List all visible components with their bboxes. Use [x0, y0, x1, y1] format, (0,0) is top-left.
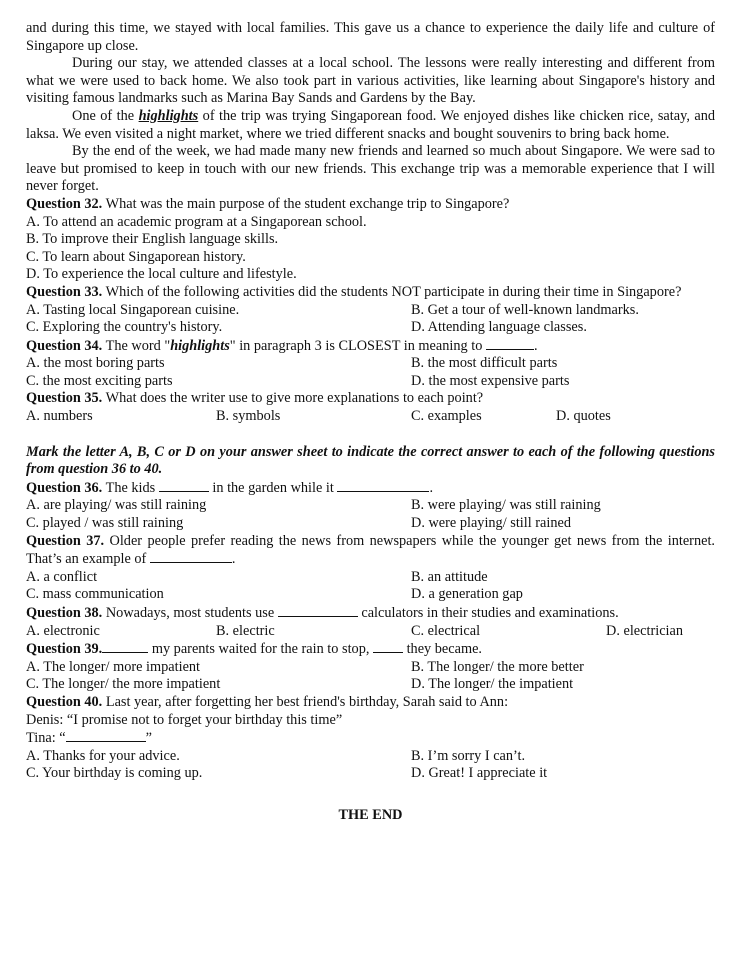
question-text: Which of the following activities did the students NOT participate in during their time in Singapore?: [102, 283, 682, 300]
option-d: D. The longer/ the impatient: [411, 676, 574, 693]
option-c: C. Your birthday is coming up.: [26, 765, 203, 782]
option-d: D. Attending language classes.: [411, 319, 587, 336]
answer-blank-1: [159, 479, 209, 492]
option-b: B. To improve their English language skills.: [26, 231, 279, 248]
question-end: .: [231, 551, 236, 568]
dialogue-line-1: Denis: “I promise not to forget your birthday this time”: [26, 711, 343, 728]
question-32: [26, 196, 715, 214]
question-label: Question 33.: [26, 283, 103, 300]
question-text-1: The kids: [102, 479, 159, 496]
option-c: C. played / was still raining: [26, 515, 184, 532]
question-text: What was the main purpose of the student exchange trip to Singapore?: [102, 195, 510, 212]
question-label: Question 40.: [26, 693, 103, 710]
option-a: A. The longer/ more impatient: [26, 658, 201, 675]
options-grid: [26, 355, 715, 390]
dialogue-speaker: Tina: “: [26, 730, 66, 747]
question-33: [26, 284, 715, 302]
question-end: .: [429, 479, 434, 496]
option-d: D. the most expensive parts: [411, 372, 570, 389]
option-c: C. mass communication: [26, 586, 164, 603]
option-a: A. Thanks for your advice.: [26, 747, 180, 764]
question-text: Last year, after forgetting her best friend's birthday, Sarah said to Ann:: [102, 693, 509, 710]
question-label: Question 35.: [26, 390, 103, 407]
question-text-1: my parents waited for the rain to stop,: [148, 641, 373, 658]
question-label: Question 38.: [26, 605, 103, 621]
option-d: D. were playing/ still rained: [411, 515, 572, 532]
options-grid: [26, 659, 715, 694]
question-text: What does the writer use to give more explanations to each point?: [102, 390, 484, 407]
question-36: [26, 479, 715, 498]
option-c: C. The longer/ the more impatient: [26, 676, 221, 693]
option-a: A. electronic: [26, 622, 100, 639]
option-c: C. Exploring the country's history.: [26, 319, 223, 336]
answer-blank: [486, 337, 534, 350]
option-b: B. symbols: [216, 408, 281, 425]
exam-page: [0, 20, 749, 968]
question-text-2: calculators in their studies and examinations.: [357, 605, 619, 621]
question-text-1: Older people prefer reading the news from newspapers while the younger get news from the internet. That’s an example of: [26, 532, 715, 568]
option-a: A. a conflict: [26, 568, 98, 585]
option-c: C. examples: [411, 408, 482, 425]
question-34: [26, 337, 715, 356]
answer-blank-2: [373, 640, 403, 653]
p3-before: One of the: [72, 107, 139, 124]
answer-blank-2: [337, 479, 429, 492]
option-a: A. the most boring parts: [26, 355, 165, 372]
options-row: [26, 623, 715, 641]
question-text-2: " in paragraph 3 is CLOSEST in meaning to: [229, 337, 486, 354]
question-40: [26, 694, 715, 712]
end-label: THE END: [338, 806, 403, 823]
question-35: [26, 390, 715, 408]
passage-paragraph-2: During our stay, we attended classes at a local school. The lessons were really interesting and different from what we were used to back home. We also took part in various activities, like learning about Singapore's history and visiting famous landmarks such as Marina Bay Sands and Gardens by the Bay.: [26, 55, 715, 107]
option-d: D. a generation gap: [411, 586, 523, 603]
passage-paragraph-3: [26, 108, 715, 143]
question-label: Question 39.: [26, 641, 103, 658]
question-39: [26, 640, 715, 659]
option-c: C. To learn about Singaporean history.: [26, 248, 246, 265]
option-a: A. numbers: [26, 408, 93, 425]
option-a: A. To attend an academic program at a Singaporean school.: [26, 213, 367, 230]
option-b: B. I’m sorry I can’t.: [411, 747, 526, 764]
option-b: B. the most difficult parts: [411, 355, 558, 372]
option-d: D. To experience the local culture and lifestyle.: [26, 266, 297, 283]
passage-paragraph-4: By the end of the week, we had made many new friends and learned so much about Singapore. We were sad to leave but promised to keep in touch with our new friends. This exchange trip was a memorable experience that I will never forget.: [26, 143, 715, 195]
question-label: Question 37.: [26, 532, 105, 549]
option-d: D. Great! I appreciate it: [411, 765, 548, 782]
options-row: [26, 408, 715, 426]
option-d: D. electrician: [606, 622, 683, 639]
question-end: .: [533, 337, 538, 354]
passage-paragraph-1: and during this time, we stayed with local families. This gave us a chance to experience the daily life and culture of Singapore up close.: [26, 20, 715, 54]
p3-after: of the trip was trying Singaporean food. We enjoyed dishes like chicken rice, satay, and laksa. We even visited a night market, where we tried different snacks and bought souvenirs to bring back home.: [26, 107, 715, 142]
answer-blank: [278, 604, 358, 617]
option-b: B. The longer/ the more better: [411, 658, 584, 675]
option-b: B. Get a tour of well-known landmarks.: [411, 301, 639, 318]
question-label: Question 36.: [26, 479, 103, 496]
option-a: A. are playing/ was still raining: [26, 497, 207, 514]
option-b: B. were playing/ was still raining: [411, 497, 601, 514]
option-c: C. the most exciting parts: [26, 372, 173, 389]
option-d: D. quotes: [556, 408, 611, 425]
question-text-1: The word ": [102, 337, 171, 354]
answer-blank: [66, 729, 146, 742]
option-b: B. electric: [216, 622, 275, 639]
section-instruction: Mark the letter A, B, C or D on your answer sheet to indicate the correct answer to each of the following questions from question 36 to 40.: [26, 443, 715, 478]
options-grid: [26, 748, 715, 783]
option-c: C. electrical: [411, 622, 481, 639]
option-b: B. an attitude: [411, 568, 488, 585]
keyword: highlights: [170, 337, 230, 354]
options-grid: [26, 497, 715, 532]
highlight-keyword: highlights: [138, 107, 199, 124]
question-text-2: in the garden while it: [208, 479, 338, 496]
options-grid: [26, 302, 715, 337]
question-label: Question 34.: [26, 337, 103, 354]
question-label: Question 32.: [26, 195, 103, 212]
dialogue-line-2: [26, 729, 715, 748]
question-38: [26, 604, 715, 623]
question-text-2: they became.: [403, 641, 482, 658]
answer-blank-1: [102, 640, 148, 653]
question-37: [26, 533, 715, 569]
answer-blank: [150, 550, 232, 563]
options-grid: [26, 569, 715, 604]
dialogue-close-quote: ”: [145, 730, 152, 747]
question-text-1: Nowadays, most students use: [102, 605, 278, 621]
option-a: A. Tasting local Singaporean cuisine.: [26, 301, 240, 318]
